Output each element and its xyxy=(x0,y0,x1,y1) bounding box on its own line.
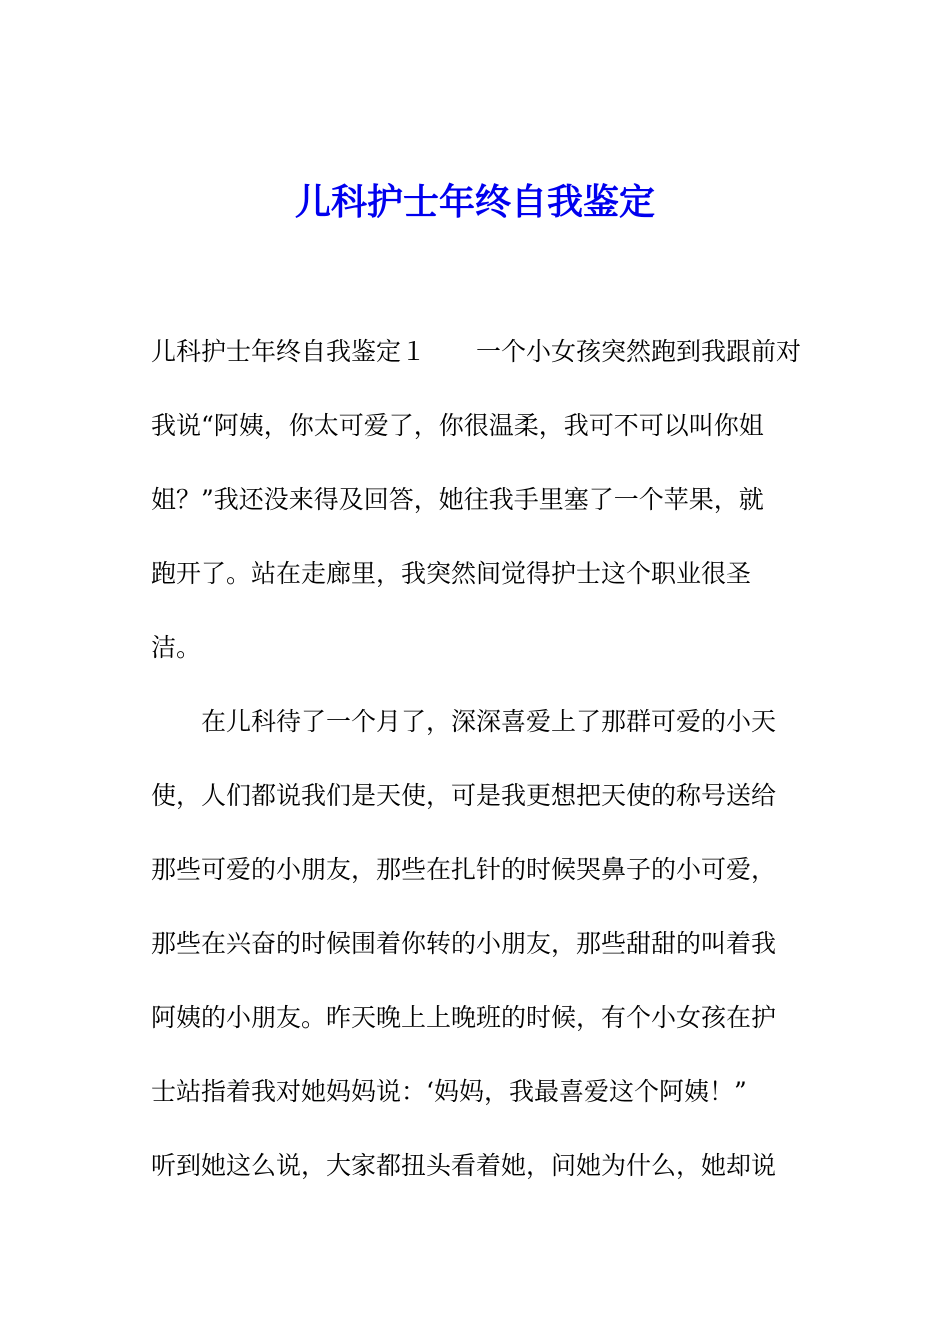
body-line: 听到她这么说，大家都扭头看着她，问她为什么，她却说 xyxy=(151,1151,777,1180)
body-line: 在儿科待了一个月了，深深喜爱上了那群可爱的小天 xyxy=(151,707,777,736)
body-line: 洁。 xyxy=(151,633,202,662)
body-line: 阿姨的小朋友。昨天晚上上晚班的时候，有个小女孩在护 xyxy=(151,1003,777,1032)
body-line: 我说“阿姨，你太可爱了，你很温柔，我可不可以叫你姐 xyxy=(151,411,764,440)
document-title: 儿科护士年终自我鉴定 xyxy=(294,181,655,223)
body-line: 姐？”我还没来得及回答，她往我手里塞了一个苹果，就 xyxy=(151,485,764,514)
body-line: 那些可爱的小朋友，那些在扎针的时候哭鼻子的小可爱， xyxy=(151,855,777,884)
body-line: 士站指着我对她妈妈说：‘妈妈，我最喜爱这个阿姨！” xyxy=(151,1077,747,1106)
body-line: 儿科护士年终自我鉴定１ 一个小女孩突然跑到我跟前对 xyxy=(151,337,802,366)
body-line: 那些在兴奋的时候围着你转的小朋友，那些甜甜的叫着我 xyxy=(151,929,777,958)
body-line: 使，人们都说我们是天使，可是我更想把天使的称号送给 xyxy=(151,781,777,810)
document-body xyxy=(151,328,811,1216)
body-line: 跑开了。站在走廊里，我突然间觉得护士这个职业很圣 xyxy=(151,559,752,588)
